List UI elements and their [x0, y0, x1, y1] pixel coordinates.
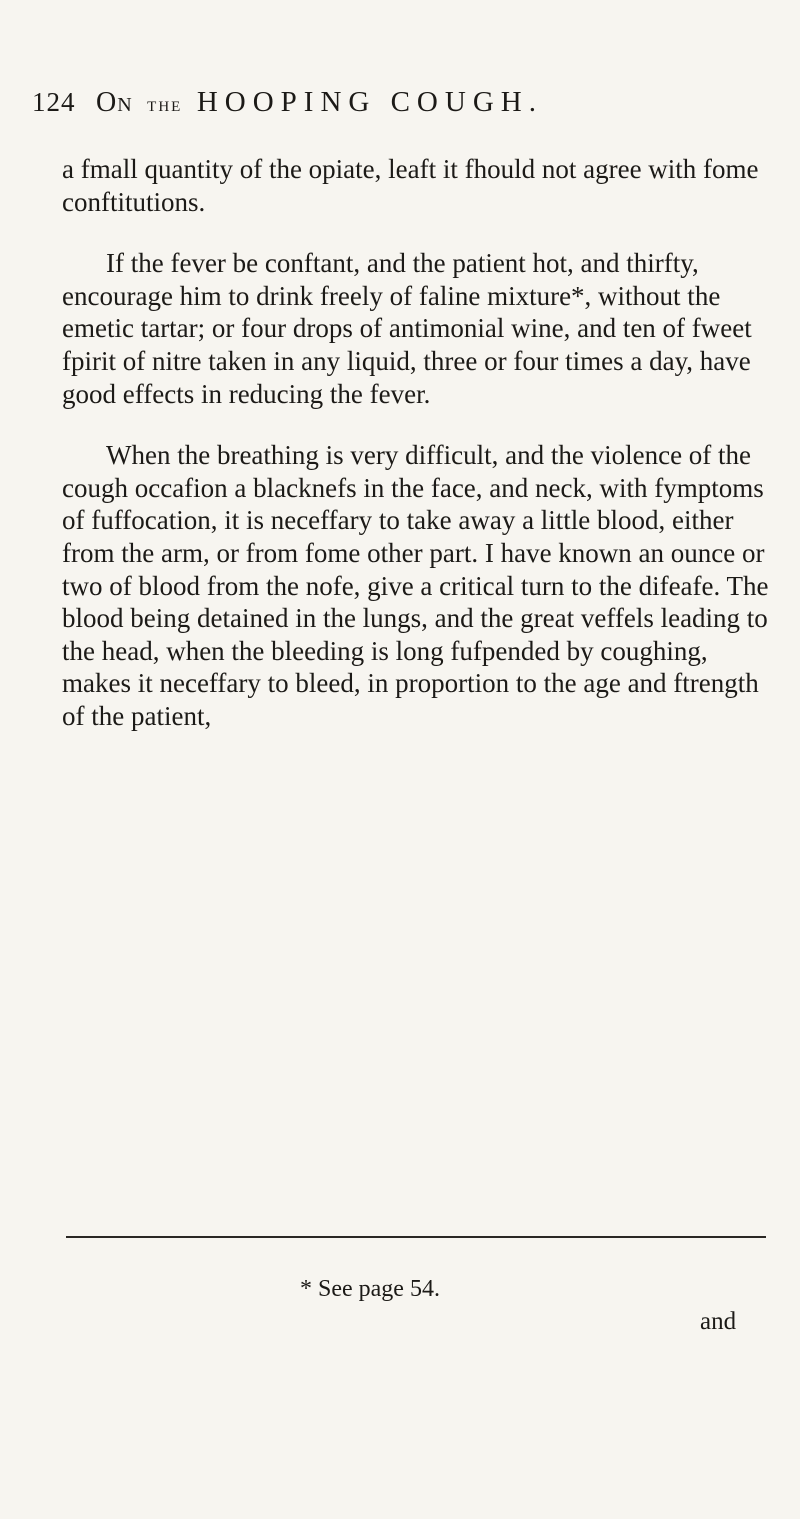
- body-text: [62, 153, 772, 733]
- running-header: [32, 85, 762, 129]
- paragraph-2: If the fever be conftant, and the patient hot, and thirfty, encourage him to drink freely of faline mixture*, without the emetic tartar; or four drops of antimonial wine, and ten of fweet fpirit of nitre taken in any liquid, three or four times a day, have good effects in reducing the fever.: [62, 248, 752, 409]
- paragraph-3: When the breathing is very difficult, and the violence of the cough occafion a blacknefs in the face, and neck, with fymptoms of fuffocation, it is neceffary to take away a little blood, either from the arm, or from fome other part. I have known an ounce or two of blood from the nofe, give a critical turn to the difeafe. The blood being detained in the lungs, and the great veffels leading to the head, when the bleeding is long fufpended by coughing, makes it neceffary to bleed, in proportion to the age and ftrength of the patient,: [62, 440, 769, 731]
- paragraph-1: a fmall quantity of the opiate, leaft it fhould not agree with fome conftitutions.: [62, 154, 759, 217]
- running-title-the: the: [147, 91, 183, 116]
- running-title-on: On: [96, 87, 133, 118]
- catchword: and: [700, 1308, 737, 1335]
- footnote-rule: [66, 1236, 766, 1238]
- paragraph-gap: [62, 410, 772, 439]
- paragraph-gap: [62, 218, 772, 247]
- page-number: 124: [32, 87, 76, 117]
- footnote: * See page 54.: [300, 1276, 440, 1302]
- running-title-subject: HOOPING COUGH.: [196, 86, 543, 118]
